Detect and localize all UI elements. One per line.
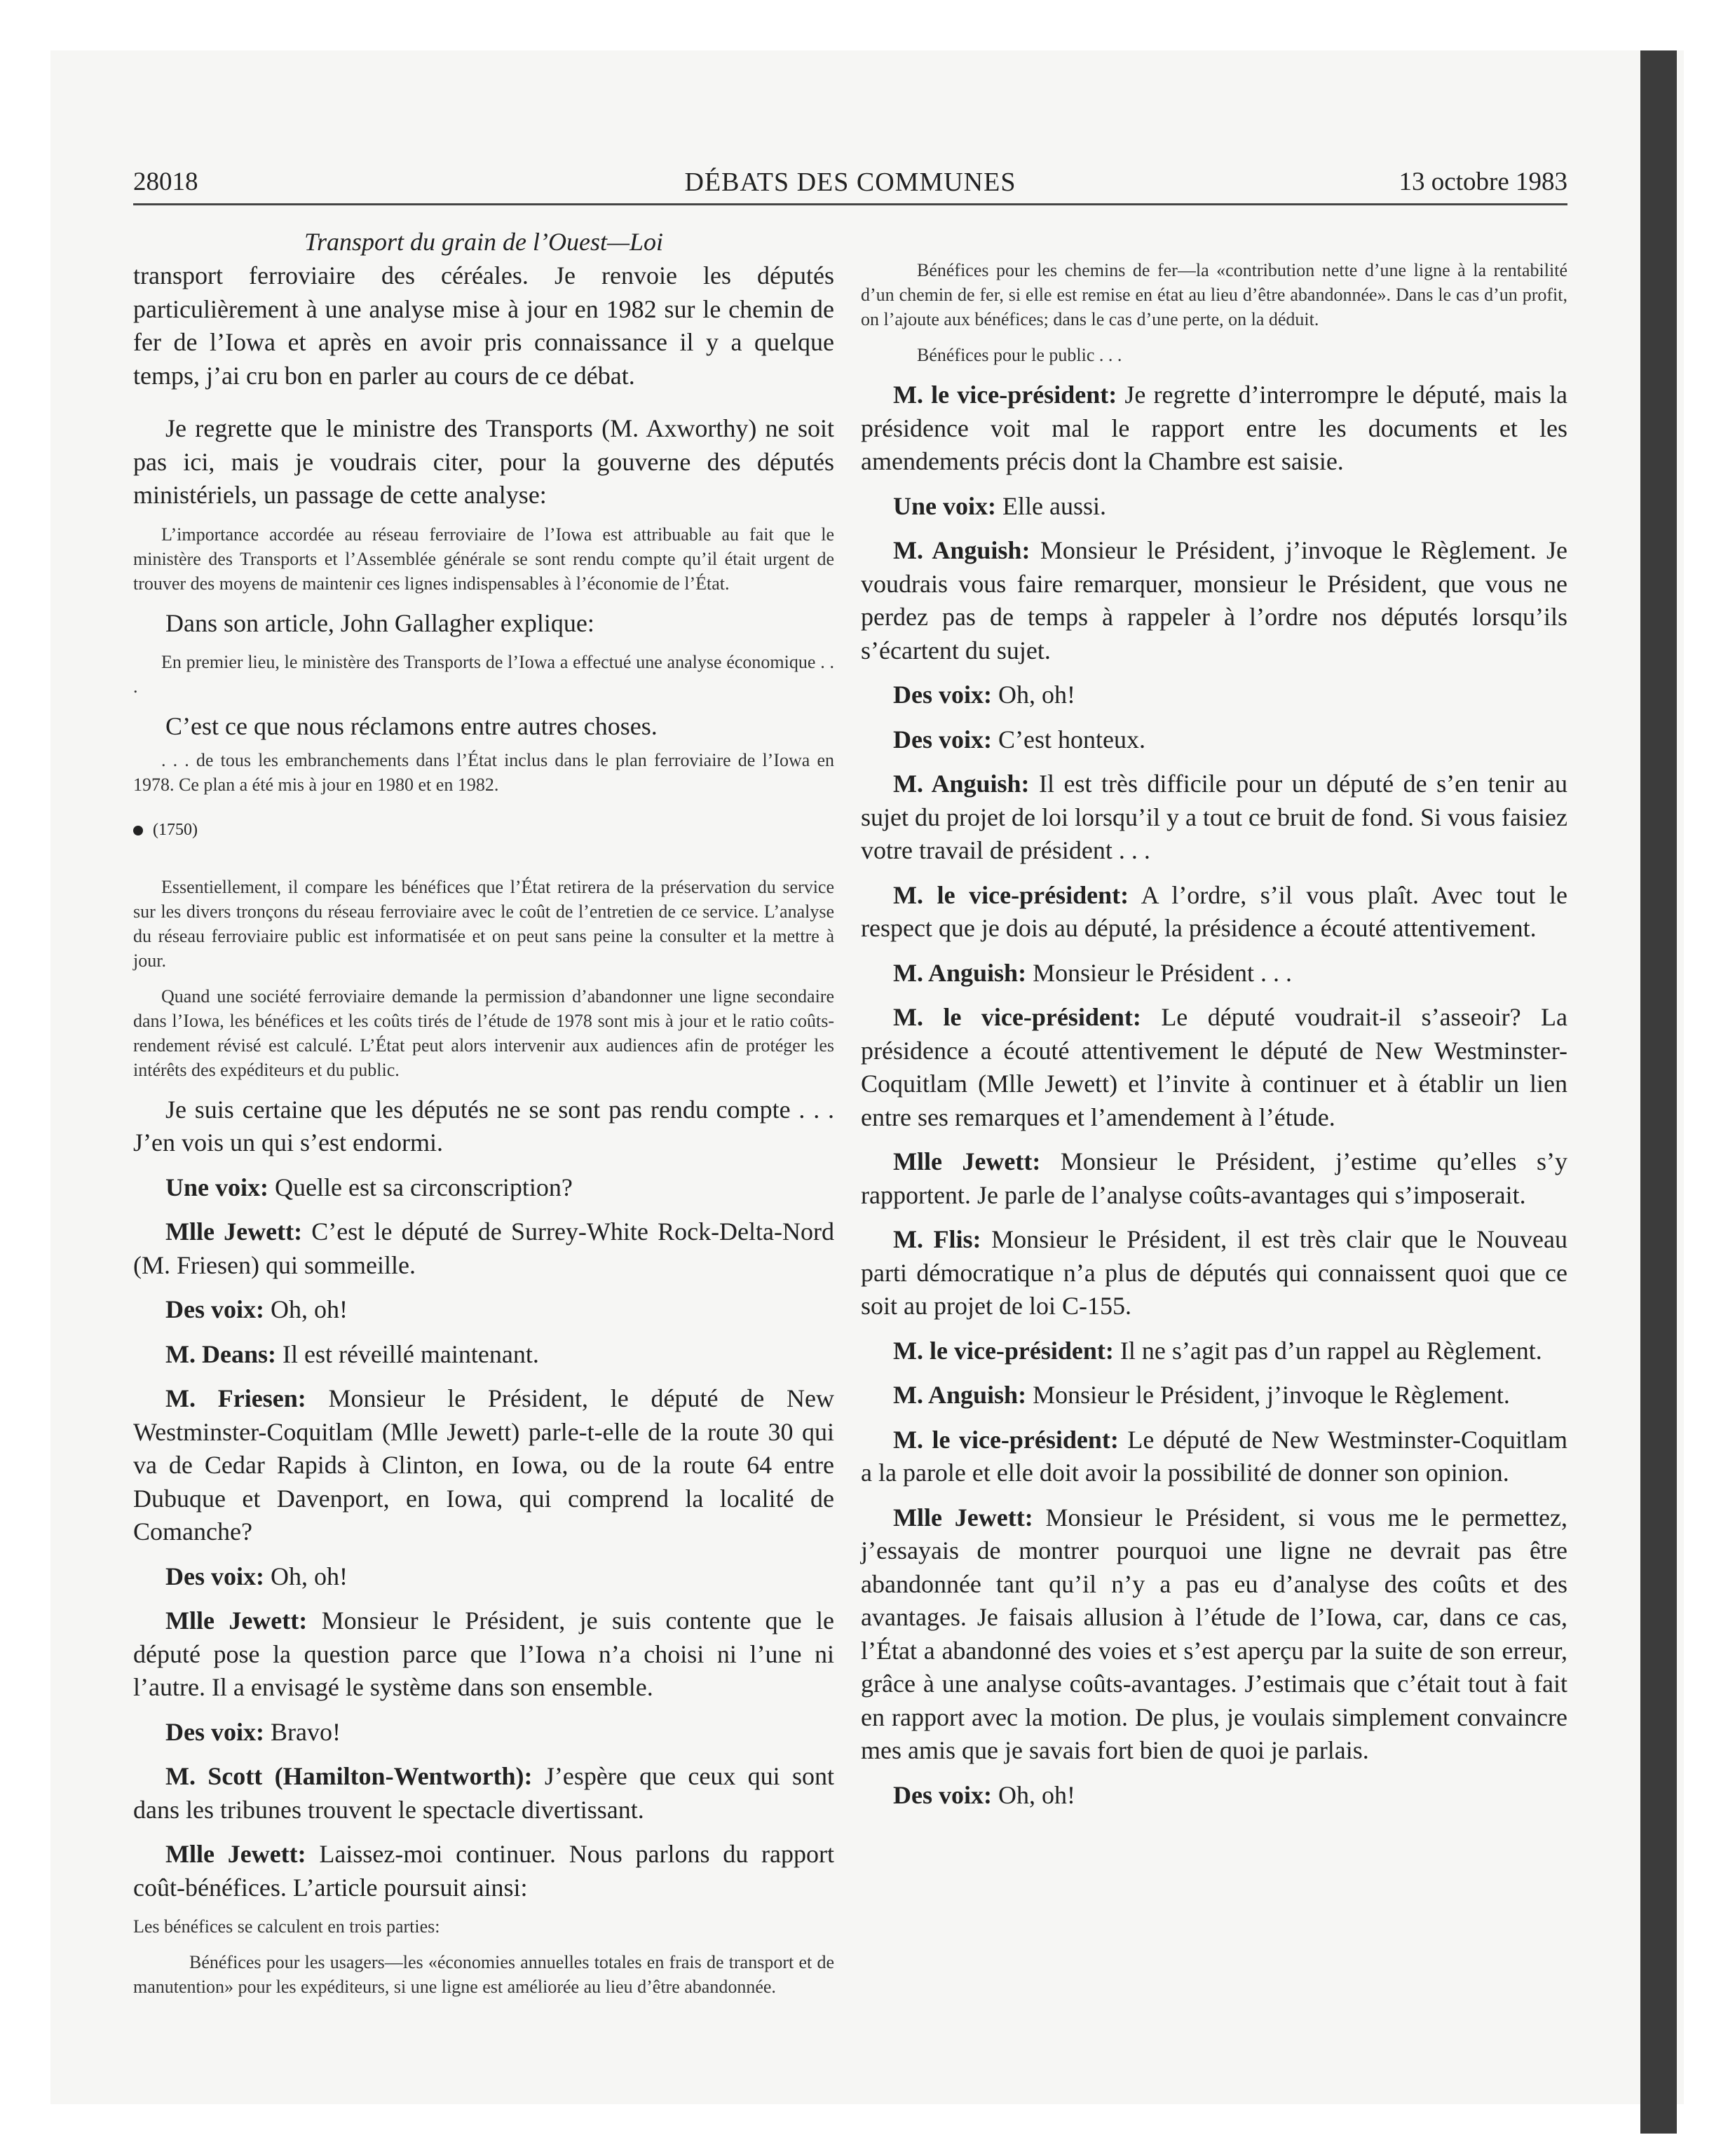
speech <box>861 879 1567 946</box>
speech <box>861 1001 1567 1134</box>
speech <box>861 767 1567 868</box>
speech-text: Quelle est sa circonscription? <box>268 1173 573 1201</box>
left-column <box>133 227 834 2010</box>
speech-text: Oh, oh! <box>264 1562 348 1590</box>
speech <box>133 1838 834 1904</box>
speech-text: Elle aussi. <box>996 491 1106 520</box>
page-date: 13 octobre 1983 <box>1399 168 1567 196</box>
paragraph: Je suis certaine que les députés ne se sont pas rendu compte . . . J’en vois un qui s’est endormi. <box>133 1095 834 1157</box>
speech <box>133 1560 834 1594</box>
speech <box>133 1293 834 1327</box>
speech <box>861 1424 1567 1490</box>
speech-text: Monsieur le Président, je suis contente que le député pose la question parce que l’Iowa n’a choisi ni l’une ni l’autre. Il a envisagé le système dans son ensemble. <box>133 1606 834 1701</box>
speech <box>861 1379 1567 1412</box>
page-title: DÉBATS DES COMMUNES <box>684 168 1016 197</box>
speech <box>133 1215 834 1282</box>
scan-edge-shadow <box>1640 50 1677 2134</box>
quotation: Essentiellement, il compare les bénéfices que l’État retirera de la préservation du service sur les divers tronçons du réseau ferroviaire avec le coût de l’entretien de ce service. L’analyse du réseau ferroviaire public est informatisée et on peut sans peine la consulter et la mettre à jour. <box>133 876 834 971</box>
speech-text: C’est honteux. <box>991 725 1145 753</box>
paragraph: transport ferroviaire des céréales. Je renvoie les députés particulièrement à une analyse mise à jour en 1982 sur le chemin de fer de l’Iowa et après en avoir pris connaissance il y a quelque temps, j’ai cru bon en parler au cours de ce débat. <box>133 261 834 390</box>
speech <box>133 1716 834 1749</box>
speech <box>861 678 1567 712</box>
quotation: En premier lieu, le ministère des Transports de l’Iowa a effectué une analyse économique . . . <box>133 652 834 697</box>
speech-text: J’espère que ceux qui sont dans les tribunes trouvent le spectacle divertissant. <box>133 1762 834 1824</box>
speaker-name: Des voix: <box>893 1780 992 1809</box>
quotation: Les bénéfices se calculent en trois parties: <box>133 1916 440 1937</box>
speaker-name: M. le vice-président: <box>893 1336 1114 1365</box>
speaker-name: M. le vice-président: <box>893 1003 1141 1031</box>
paragraph: Je regrette que le ministre des Transports (M. Axworthy) ne soit pas ici, mais je voudrais citer, pour la gouverne des députés ministériels, un passage de cette analyse: <box>133 414 834 509</box>
speaker-name: M. Anguish: <box>893 958 1027 987</box>
speech-text: Le député voudrait-il s’asseoir? La présidence a écouté attentivement le député de New Westminster-Coquitlam (Mlle Jewett) et l’invite à continuer et à établir un lien entre ses remarques et l’amendement à l’étude. <box>861 1003 1567 1131</box>
speaker-name: Mlle Jewett: <box>893 1147 1041 1175</box>
speech-text: Monsieur le Président, j’invoque le Règlement. <box>1026 1381 1510 1409</box>
speaker-name: M. Anguish: <box>893 536 1030 564</box>
speaker-name: M. Friesen: <box>165 1384 306 1412</box>
quotation: Bénéfices pour les chemins de fer—la «contribution nette d’une ligne à la rentabilité d’un chemin de fer, si elle est remise en état au lieu d’être abandonnée». Dans le cas d’un profit, on l’ajoute aux bénéfices; dans le cas d’une perte, on la déduit. <box>861 260 1567 329</box>
quotation: L’importance accordée au réseau ferroviaire de l’Iowa est attribuable au fait que le ministère des Transports et l’Assemblée générale se sont rendu compte qu’il était urgent de trouver des moyens de maintenir ces lignes indispensables à l’économie de l’État. <box>133 524 834 594</box>
speaker-name: M. le vice-président: <box>893 381 1117 409</box>
speech <box>133 1604 834 1705</box>
speech <box>861 1779 1567 1813</box>
quotation: . . . de tous les embranchements dans l’État inclus dans le plan ferroviaire de l’Iowa en 1978. Ce plan a été mis à jour en 1980 et en 1982. <box>133 749 834 795</box>
speech-text: Oh, oh! <box>264 1295 348 1323</box>
speaker-name: Des voix: <box>165 1562 264 1590</box>
speaker-name: Mlle Jewett: <box>165 1606 308 1635</box>
speech-text: Le député de New Westminster-Coquitlam a la parole et elle doit avoir la possibilité de donner son opinion. <box>861 1425 1567 1487</box>
speaker-name: Une voix: <box>165 1173 268 1201</box>
speaker-name: M. le vice-président: <box>893 880 1129 909</box>
speaker-name: Des voix: <box>165 1717 264 1746</box>
speech-text: Monsieur le Président, le député de New Westminster-Coquitlam (Mlle Jewett) parle-t-elle de la route 30 qui va de Cedar Rapids à Clinton, en Iowa, ou de la route 64 entre Dubuque et Davenport, en Iowa, qui comprend la localité de Comanche? <box>133 1384 834 1546</box>
speaker-name: Mlle Jewett: <box>165 1217 303 1246</box>
header-rule <box>133 203 1567 205</box>
speech <box>861 490 1567 524</box>
speaker-name: Une voix: <box>893 491 996 520</box>
speaker-name: Des voix: <box>893 681 992 709</box>
quotation: Quand une société ferroviaire demande la permission d’abandonner une ligne secondaire dans l’Iowa, les bénéfices et les coûts tirés de l’étude de 1978 sont mis à jour et le ratio coûts-rendement révisé est calculé. L’État peut alors intervenir aux audiences afin de protéger les intérêts des expéditeurs et du public. <box>133 985 834 1080</box>
speech <box>133 1171 834 1205</box>
speech <box>861 1335 1567 1368</box>
speaker-name: M. Anguish: <box>893 770 1030 798</box>
speech-text: Oh, oh! <box>991 1780 1075 1809</box>
speaker-name: M. Deans: <box>165 1339 276 1368</box>
speaker-name: Mlle Jewett: <box>893 1503 1033 1531</box>
speech-text: Monsieur le Président, si vous me le permettez, j’essayais de montrer pourquoi une ligne ne devrait pas être abandonnée tant qu’il n’y a pas eu d’analyse des coûts et des avantages. Je faisais allusion à l’étude de l’Iowa, car, dans ce cas, l’État a abandonné des voies et s’est aperçu par la suite de son erreur, grâce à une analyse coûts-avantages. J’estimais que c’était tout à fait en rapport avec la motion. De plus, je voulais simplement convaincre mes amis que je savais fort bien de quoi je parlais. <box>861 1503 1568 1764</box>
speech <box>861 1145 1567 1212</box>
speech-text: A l’ordre, s’il vous plaît. Avec tout le respect que je dois au député, la présidence a écouté attentivement. <box>861 880 1568 942</box>
speech-text: Oh, oh! <box>991 681 1075 709</box>
speaker-name: M. le vice-président: <box>893 1425 1119 1454</box>
speech <box>861 723 1567 757</box>
speaker-name: Des voix: <box>893 725 992 753</box>
speech-text: Monsieur le Président, il est très clair que le Nouveau parti démocratique n’a plus de députés qui connaissent quoi que ce soit au projet de loi C-155. <box>861 1225 1567 1320</box>
speech <box>133 1338 834 1372</box>
speech <box>861 957 1567 990</box>
speaker-name: M. Scott (Hamilton-Wentworth): <box>165 1762 533 1790</box>
paragraph: C’est ce que nous réclamons entre autres choses. <box>165 712 658 740</box>
speech-text: C’est le député de Surrey-White Rock-Delta-Nord (M. Friesen) qui sommeille. <box>133 1217 834 1279</box>
paragraph: Dans son article, John Gallagher explique: <box>165 608 594 637</box>
speech-text: Il est réveillé maintenant. <box>275 1339 539 1368</box>
page-header <box>133 167 1567 200</box>
speech-text: Bravo! <box>264 1717 341 1746</box>
quotation: Bénéfices pour les usagers—les «économies annuelles totales en frais de transport et de manutention» pour les expéditeurs, si une ligne est améliorée au lieu d’être abandonnée. <box>133 1952 834 1997</box>
speech-text: Monsieur le Président, j’invoque le Règlement. Je voudrais vous faire remarquer, monsieur le Président, que vous ne perdez pas de temps à rappeler à l’ordre nos députés lorsqu’ils s’écartent du sujet. <box>861 536 1568 664</box>
right-column <box>861 258 1567 1812</box>
speech <box>861 534 1567 667</box>
speech <box>861 378 1567 479</box>
page-number: 28018 <box>133 168 198 196</box>
speech-text: Laissez-moi continuer. Nous parlons du rapport coût-bénéfices. L’article poursuit ainsi: <box>133 1840 834 1902</box>
time-marker: (1750) <box>133 821 834 840</box>
speech-text: Il est très difficile pour un député de s’en tenir au sujet du projet de loi lorsqu’il y a tout ce bruit de fond. Si vous faisiez votre travail de président . . . <box>861 770 1567 864</box>
speaker-name: M. Anguish: <box>893 1381 1027 1409</box>
speaker-name: Mlle Jewett: <box>165 1840 306 1868</box>
speech <box>133 1760 834 1827</box>
speech <box>133 1382 834 1549</box>
section-subtitle: Transport du grain de l’Ouest—Loi <box>304 228 664 256</box>
speech-text: Je regrette d’interrompre le député, mais la présidence voit mal le rapport entre les documents et les amendements précis dont la Chambre est saisie. <box>861 381 1567 475</box>
speaker-name: Des voix: <box>165 1295 264 1323</box>
speech <box>861 1223 1567 1323</box>
speech-text: Monsieur le Président, j’estime qu’elles s’y rapportent. Je parle de l’analyse coûts-avantages qui s’imposerait. <box>861 1147 1567 1209</box>
quotation: Bénéfices pour le public . . . <box>917 345 1122 365</box>
speech-text: Monsieur le Président . . . <box>1026 958 1293 987</box>
speech-text: Il ne s’agit pas d’un rappel au Règlement. <box>1113 1336 1542 1365</box>
speaker-name: M. Flis: <box>893 1225 981 1253</box>
bullet-icon <box>133 826 143 835</box>
speech <box>861 1501 1567 1768</box>
